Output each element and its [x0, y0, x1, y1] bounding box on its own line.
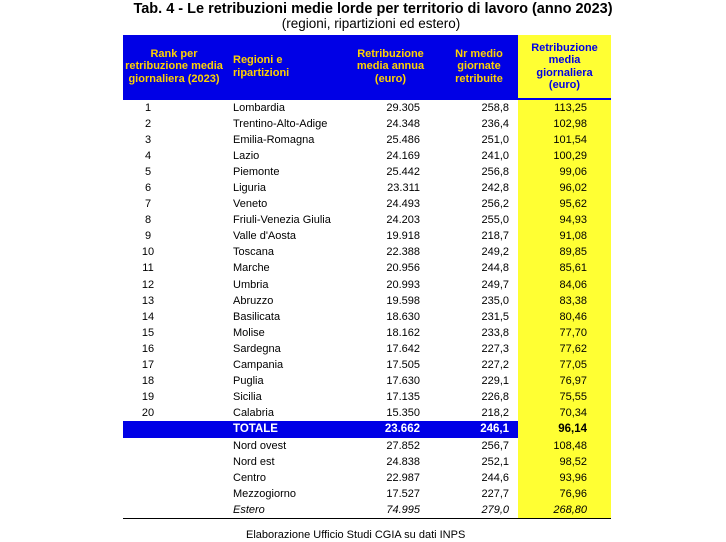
days-cell: 251,0	[481, 134, 509, 147]
table-row	[123, 309, 611, 325]
region-name: Calabria	[233, 406, 274, 419]
daily-cell: 113,25	[518, 99, 611, 116]
total-rank-cell	[123, 421, 225, 438]
table-row	[123, 341, 611, 357]
annual-cell: 15.350	[386, 406, 420, 419]
rank-cell: 8	[144, 214, 152, 227]
area-row	[123, 454, 611, 470]
abroad-daily: 268,80	[518, 502, 611, 519]
table-row	[123, 405, 611, 421]
area-name: Nord est	[233, 456, 275, 468]
header-daily: Retribuzione media giornaliera (euro)	[518, 35, 611, 99]
region-name: Sicilia	[233, 390, 262, 403]
table-row	[123, 373, 611, 389]
daily-cell: 101,54	[518, 132, 611, 148]
source-note: Elaborazione Ufficio Studi CGIA su dati INPS	[246, 529, 466, 541]
daily-cell: 102,98	[518, 116, 611, 132]
annual-cell: 20.956	[386, 262, 420, 275]
days-cell: 255,0	[481, 214, 509, 227]
rank-cell: 12	[141, 278, 155, 291]
table-row	[123, 212, 611, 228]
header-annual: Retribuzione media annua (euro)	[341, 35, 440, 99]
region-name: Sardegna	[233, 342, 281, 355]
annual-cell: 20.993	[386, 278, 420, 291]
days-cell: 241,0	[481, 150, 509, 163]
area-row	[123, 486, 611, 502]
area-annual: 27.852	[386, 439, 420, 452]
days-cell: 218,2	[481, 406, 509, 419]
rank-cell: 11	[142, 262, 154, 275]
region-name: Emilia-Romagna	[233, 134, 315, 147]
area-rank-cell	[123, 470, 225, 486]
daily-cell: 84,06	[518, 277, 611, 293]
rank-cell: 2	[144, 118, 152, 131]
rank-cell: 1	[144, 102, 152, 115]
area-rank-cell	[123, 438, 225, 454]
annual-cell: 17.642	[386, 342, 420, 355]
days-cell: 231,5	[481, 310, 509, 323]
abroad-row	[123, 502, 611, 519]
daily-cell: 75,55	[518, 389, 611, 405]
region-name: Liguria	[233, 182, 267, 195]
region-name: Molise	[233, 326, 265, 339]
table-title: Tab. 4 - Le retribuzioni medie lorde per territorio di lavoro (anno 2023)	[133, 1, 613, 17]
rank-cell: 10	[141, 246, 155, 259]
annual-cell: 17.135	[386, 390, 420, 403]
annual-cell: 29.305	[386, 102, 420, 115]
days-cell: 235,0	[481, 294, 509, 307]
area-row	[123, 470, 611, 486]
area-daily: 76,96	[518, 486, 611, 502]
area-days: 227,7	[481, 488, 509, 501]
table-row	[123, 164, 611, 180]
rank-cell: 7	[144, 198, 152, 211]
rank-cell: 6	[144, 182, 152, 195]
annual-cell: 24.169	[386, 150, 420, 163]
days-cell: 227,3	[481, 342, 509, 355]
annual-cell: 24.203	[386, 214, 420, 227]
area-name: Nord ovest	[233, 439, 287, 452]
days-cell: 233,8	[481, 326, 509, 339]
total-daily: 96,14	[518, 421, 611, 438]
days-cell: 227,2	[481, 358, 509, 371]
total-days: 246,1	[440, 421, 518, 438]
days-cell: 229,1	[481, 374, 509, 387]
annual-cell: 24.348	[386, 118, 420, 131]
rank-cell: 19	[141, 390, 155, 403]
abroad-rank-cell	[123, 502, 225, 519]
table-subtitle: (regioni, ripartizioni ed estero)	[281, 16, 461, 31]
table-row	[123, 277, 611, 293]
annual-cell: 18.162	[386, 326, 420, 339]
rank-cell: 4	[144, 150, 152, 163]
table-row	[123, 293, 611, 309]
annual-cell: 23.311	[387, 182, 420, 195]
area-daily: 108,48	[518, 438, 611, 454]
annual-cell: 19.918	[386, 230, 420, 243]
region-name: Puglia	[233, 374, 264, 387]
days-cell: 258,8	[481, 102, 509, 115]
annual-cell: 17.505	[386, 358, 420, 371]
area-rank-cell	[123, 486, 225, 502]
total-annual: 23.662	[341, 421, 440, 438]
area-daily: 93,96	[518, 470, 611, 486]
table-row	[123, 260, 611, 276]
header-rank: Rank per retribuzione media giornaliera (2023)	[123, 35, 225, 99]
daily-cell: 70,34	[518, 405, 611, 421]
salary-table	[123, 35, 611, 519]
rank-cell: 3	[144, 134, 152, 147]
daily-cell: 96,02	[518, 180, 611, 196]
total-row	[123, 421, 611, 438]
table-row	[123, 325, 611, 341]
area-days: 244,6	[481, 472, 509, 485]
table-row	[123, 357, 611, 373]
daily-cell: 76,97	[518, 373, 611, 389]
days-cell: 256,2	[481, 198, 509, 211]
annual-cell: 25.442	[386, 166, 420, 179]
header-row	[123, 35, 611, 99]
area-name: Mezzogiorno	[233, 488, 296, 501]
daily-cell: 85,61	[518, 260, 611, 276]
total-label: TOTALE	[225, 421, 341, 438]
daily-cell: 83,38	[518, 293, 611, 309]
region-name: Veneto	[233, 198, 268, 211]
table-body	[123, 99, 611, 519]
annual-cell: 24.493	[386, 198, 420, 211]
annual-cell: 25.486	[386, 134, 420, 147]
rank-cell: 13	[141, 294, 155, 307]
daily-cell: 77,70	[518, 325, 611, 341]
area-annual: 24.838	[386, 456, 420, 468]
table-row	[123, 244, 611, 260]
abroad-days: 279,0	[440, 502, 518, 519]
region-name: Valle d'Aosta	[233, 230, 297, 243]
rank-cell: 16	[141, 342, 155, 355]
region-name: Marche	[233, 262, 270, 275]
rank-cell: 5	[144, 166, 152, 179]
rank-cell: 18	[141, 374, 155, 387]
days-cell: 249,7	[481, 278, 509, 291]
days-cell: 218,7	[481, 230, 509, 243]
abroad-annual: 74.995	[341, 502, 440, 519]
area-days: 252,1	[481, 456, 509, 468]
daily-cell: 94,93	[518, 212, 611, 228]
rank-cell: 17	[141, 358, 155, 371]
region-name: Basilicata	[233, 310, 281, 323]
table-row	[123, 389, 611, 405]
daily-cell: 77,05	[518, 357, 611, 373]
region-name: Abruzzo	[233, 294, 274, 307]
area-annual: 17.527	[386, 488, 420, 501]
area-daily: 98,52	[518, 454, 611, 470]
region-name: Lombardia	[233, 102, 285, 115]
daily-cell: 100,29	[518, 148, 611, 164]
region-name: Piemonte	[233, 166, 280, 179]
rank-cell: 20	[141, 406, 155, 419]
header-regions: Regioni e ripartizioni	[225, 35, 341, 99]
region-name: Umbria	[233, 278, 269, 291]
rank-cell: 14	[141, 310, 155, 323]
table-row	[123, 180, 611, 196]
days-cell: 244,8	[481, 262, 509, 275]
daily-cell: 80,46	[518, 309, 611, 325]
daily-cell: 89,85	[518, 244, 611, 260]
rank-cell: 15	[141, 326, 155, 339]
region-name: Campania	[233, 358, 284, 371]
area-rank-cell	[123, 454, 225, 470]
header-days: Nr medio giornate retribuite	[440, 35, 518, 99]
daily-cell: 77,62	[518, 341, 611, 357]
daily-cell: 91,08	[518, 228, 611, 244]
annual-cell: 18.630	[386, 310, 420, 323]
table-row	[123, 196, 611, 212]
table-row	[123, 228, 611, 244]
annual-cell: 22.388	[386, 246, 420, 259]
days-cell: 256,8	[481, 166, 509, 179]
region-name: Lazio	[233, 150, 260, 163]
table-row	[123, 132, 611, 148]
daily-cell: 95,62	[518, 196, 611, 212]
area-days: 256,7	[481, 439, 509, 452]
days-cell: 249,2	[481, 246, 509, 259]
area-row	[123, 438, 611, 454]
days-cell: 242,8	[481, 182, 509, 195]
daily-cell: 99,06	[518, 164, 611, 180]
rank-cell: 9	[144, 230, 152, 243]
table-row	[123, 116, 611, 132]
area-name: Centro	[233, 472, 267, 485]
table-row	[123, 148, 611, 164]
days-cell: 226,8	[481, 390, 509, 403]
region-name: Friuli-Venezia Giulia	[233, 214, 331, 227]
region-name: Trentino-Alto-Adige	[233, 118, 328, 131]
days-cell: 236,4	[481, 118, 509, 131]
area-annual: 22.987	[386, 472, 420, 485]
region-name: Toscana	[233, 246, 274, 259]
annual-cell: 19.598	[386, 294, 420, 307]
abroad-name: Estero	[225, 502, 341, 519]
annual-cell: 17.630	[386, 374, 420, 387]
table-row	[123, 99, 611, 116]
